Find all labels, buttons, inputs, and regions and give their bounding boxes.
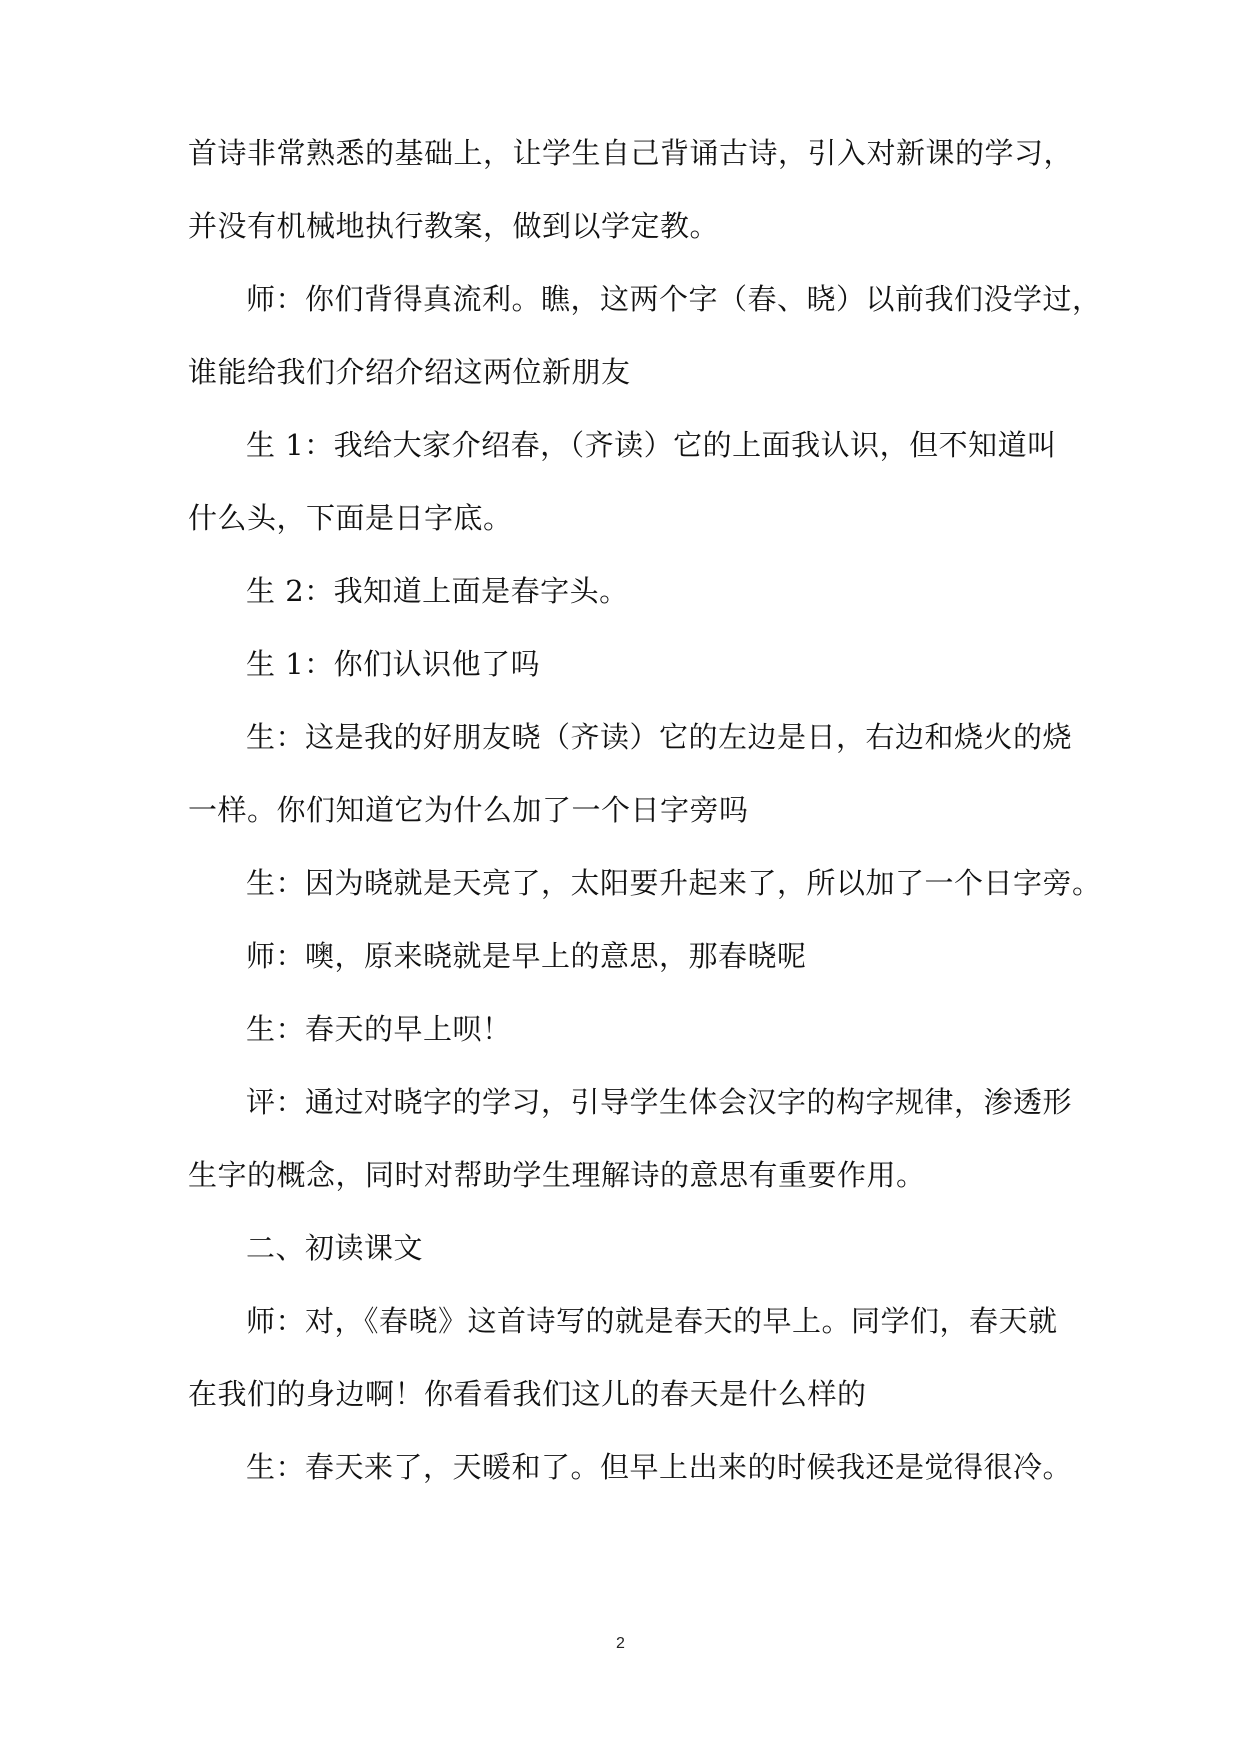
text-line: 并没有机械地执行教案，做到以学定教。 bbox=[188, 209, 720, 243]
text-line: 生 1：你们认识他了吗 bbox=[246, 647, 541, 681]
text-line: 在我们的身边啊！你看看我们这儿的春天是什么样的 bbox=[188, 1377, 867, 1411]
text-line: 师：对，《春晓》这首诗写的就是春天的早上。同学们，春天就 bbox=[246, 1304, 1058, 1338]
text-line: 生 2：我知道上面是春字头。 bbox=[246, 574, 629, 608]
section-heading: 二、初读课文 bbox=[246, 1231, 424, 1265]
text-line: 师：你们背得真流利。瞧，这两个字（春、晓）以前我们没学过， bbox=[246, 282, 1102, 316]
page-number: 2 bbox=[616, 1635, 625, 1652]
text-line: 生 1：我给大家介绍春，（齐读）它的上面我认识，但不知道叫 bbox=[246, 428, 1057, 462]
text-line: 什么头，下面是日字底。 bbox=[188, 501, 513, 535]
text-line: 生：春天的早上呗！ bbox=[246, 1012, 512, 1046]
text-line: 生：因为晓就是天亮了，太阳要升起来了，所以加了一个日字旁。 bbox=[246, 866, 1102, 900]
text-line: 首诗非常熟悉的基础上，让学生自己背诵古诗，引入对新课的学习， bbox=[188, 136, 1074, 170]
text-line: 生字的概念，同时对帮助学生理解诗的意思有重要作用。 bbox=[188, 1158, 926, 1192]
text-line: 一样。你们知道它为什么加了一个日字旁吗 bbox=[188, 793, 749, 827]
text-line: 谁能给我们介绍介绍这两位新朋友 bbox=[188, 355, 631, 389]
text-line: 生：这是我的好朋友晓（齐读）它的左边是日，右边和烧火的烧 bbox=[246, 720, 1073, 754]
text-line: 生：春天来了，天暖和了。但早上出来的时候我还是觉得很冷。 bbox=[246, 1450, 1073, 1484]
text-line: 师：噢，原来晓就是早上的意思，那春晓呢 bbox=[246, 939, 807, 973]
text-line: 评：通过对晓字的学习，引导学生体会汉字的构字规律，渗透形 bbox=[246, 1085, 1073, 1119]
